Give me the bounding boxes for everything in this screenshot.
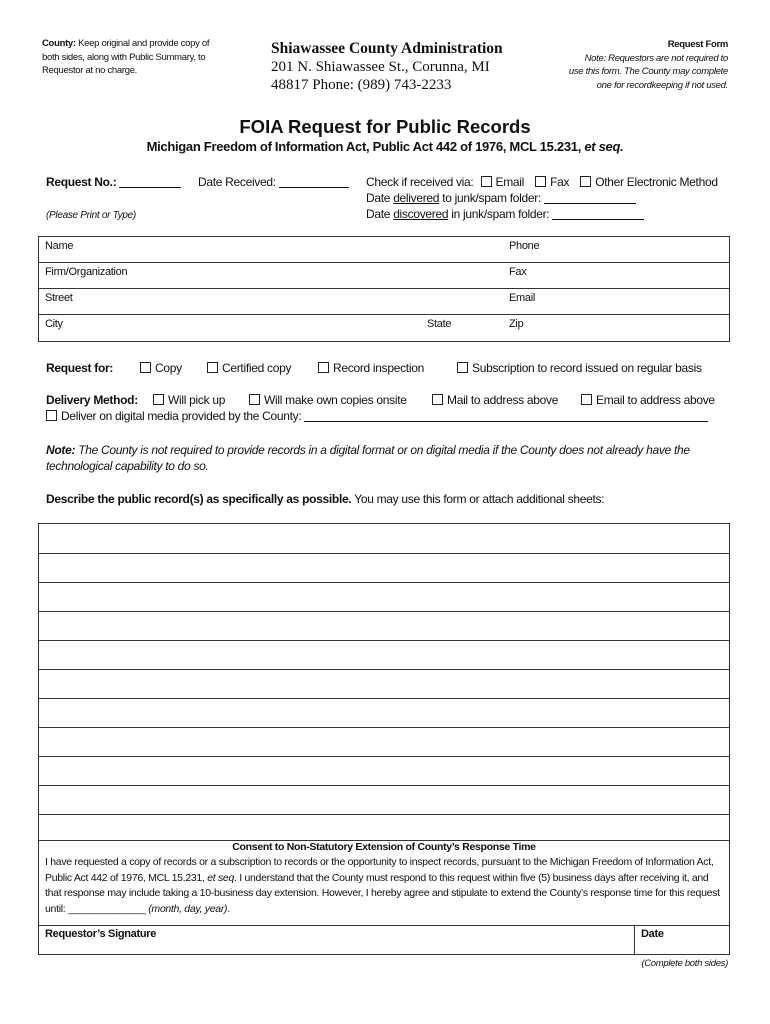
- complete-both-sides-note: (Complete both sides): [641, 958, 728, 969]
- admin-address-block: [271, 40, 531, 94]
- via-other-label: Other Electronic Method: [595, 175, 718, 189]
- digital-media-blank[interactable]: [304, 409, 708, 422]
- pickup-label: Will pick up: [168, 393, 226, 407]
- consent-text-italic: et seq: [207, 871, 234, 884]
- consent-extension-box: [38, 841, 730, 926]
- request-form-note: [568, 38, 728, 92]
- description-line: [39, 640, 729, 641]
- date-delivered-post: to junk/spam folder:: [439, 191, 541, 205]
- consent-text-part1: I have requested a copy of records or a subscription to records or the opportunity to inspect records, pursuant to the Michigan Freedom of Information Act, Public Act 442 of 1976, MCL 15.231,: [45, 856, 714, 884]
- description-line: [39, 582, 729, 583]
- mail-checkbox[interactable]: [432, 394, 443, 405]
- subtitle-main: Michigan Freedom of Information Act, Public Act 442 of 1976, MCL 15.231,: [146, 139, 585, 154]
- inspection-checkbox[interactable]: [318, 362, 329, 373]
- date-discovered-post: in junk/spam folder:: [448, 207, 550, 221]
- certified-label: Certified copy: [222, 361, 292, 375]
- signature-date-label: Date: [641, 928, 664, 940]
- note-label: Note:: [46, 443, 76, 457]
- contact-row-firm[interactable]: [39, 263, 729, 289]
- zip-label: Zip: [509, 318, 524, 330]
- print-note: (Please Print or Type): [46, 210, 136, 221]
- date-delivered-underlined: delivered: [393, 191, 440, 205]
- digital-format-note: [46, 442, 726, 474]
- note-text: The County is not required to provide records in a digital format or on digital media if the County does not already have the technological capability to do so.: [46, 443, 690, 473]
- fax-label: Fax: [509, 266, 527, 278]
- page-subtitle: [0, 139, 770, 154]
- delivery-digital-media-option[interactable]: [46, 409, 708, 423]
- delivery-method-label-text: Delivery Method:: [46, 393, 138, 407]
- description-line: [39, 553, 729, 554]
- request-form-note-text: Note: Requestors are not required to use this form. The County may complete one for recordkeeping if not used.: [568, 52, 728, 91]
- digital-media-label: Deliver on digital media provided by the County:: [61, 409, 302, 423]
- consent-date-blank[interactable]: ______________: [68, 902, 146, 915]
- date-received-label: Date Received:: [198, 175, 276, 189]
- received-via-label: Check if received via:: [366, 175, 474, 189]
- firm-label: Firm/Organization: [45, 266, 128, 278]
- state-label: State: [427, 318, 452, 330]
- request-form-label: Request Form: [667, 39, 728, 50]
- date-discovered-underlined: discovered: [393, 207, 449, 221]
- pickup-checkbox[interactable]: [153, 394, 164, 405]
- subscription-label: Subscription to record issued on regular basis: [472, 361, 702, 375]
- request-for-label: [46, 361, 113, 375]
- date-delivered-blank[interactable]: [544, 191, 636, 204]
- date-discovered-blank[interactable]: [552, 207, 644, 220]
- signature-divider: [634, 926, 635, 954]
- request-subscription-option[interactable]: [457, 361, 702, 375]
- inspection-label: Record inspection: [333, 361, 424, 375]
- record-description-area[interactable]: [38, 523, 730, 841]
- requestor-contact-table: [38, 236, 730, 342]
- county-label: County:: [42, 38, 76, 49]
- email-label: Email: [509, 292, 536, 304]
- signature-field[interactable]: [159, 926, 629, 954]
- request-no-field: [46, 175, 181, 189]
- description-line: [39, 756, 729, 757]
- description-line: [39, 814, 729, 815]
- description-line: [39, 669, 729, 670]
- street-label: Street: [45, 292, 73, 304]
- request-no-blank[interactable]: [119, 175, 181, 188]
- describe-instructions: [46, 492, 604, 506]
- received-via-row: [366, 175, 718, 189]
- delivery-mail-option[interactable]: [432, 393, 558, 407]
- own-copies-label: Will make own copies onsite: [264, 393, 407, 407]
- name-label: Name: [45, 240, 74, 252]
- date-discovered-pre: Date: [366, 207, 394, 221]
- description-line: [39, 698, 729, 699]
- consent-text: [45, 855, 723, 917]
- signature-label: Requestor’s Signature: [45, 928, 157, 940]
- via-email-label: Email: [495, 175, 525, 189]
- consent-text-part2: . I understand that the County must respond to this request within five (5) business days after receiving it, and that response may include taking a 10-business day extension. However, I hereby agree and stipulate to extend the County’s response time for this request until:: [45, 871, 720, 915]
- via-other-checkbox[interactable]: [580, 176, 591, 187]
- admin-phone: 48817 Phone: (989) 743-2233: [271, 77, 452, 93]
- consent-title: Consent to Non-Statutory Extension of County’s Response Time: [232, 841, 536, 853]
- signature-date-field[interactable]: [679, 926, 729, 954]
- contact-row-street[interactable]: [39, 289, 729, 315]
- delivery-pickup-option[interactable]: [153, 393, 225, 407]
- county-instructions: [42, 37, 212, 78]
- signature-row: [38, 925, 730, 955]
- description-line: [39, 785, 729, 786]
- via-fax-checkbox[interactable]: [535, 176, 546, 187]
- describe-bold: Describe the public record(s) as specifically as possible.: [46, 492, 352, 506]
- admin-address: 201 N. Shiawassee St., Corunna, MI: [271, 59, 490, 75]
- page-title: FOIA Request for Public Records: [239, 116, 531, 137]
- admin-name: Shiawassee County Administration: [271, 40, 503, 57]
- consent-end: .: [227, 902, 230, 915]
- request-for-label-text: Request for:: [46, 361, 114, 375]
- request-no-label: Request No.:: [46, 175, 117, 189]
- certified-checkbox[interactable]: [207, 362, 218, 373]
- delivery-method-label: [46, 393, 138, 407]
- request-copy-option[interactable]: [140, 361, 182, 375]
- date-received-field: [198, 175, 349, 189]
- copy-checkbox[interactable]: [140, 362, 151, 373]
- request-certified-option[interactable]: [207, 361, 291, 375]
- via-email-checkbox[interactable]: [481, 176, 492, 187]
- copy-label: Copy: [155, 361, 182, 375]
- date-delivered-pre: Date: [366, 191, 394, 205]
- own-copies-checkbox[interactable]: [249, 394, 260, 405]
- email-delivery-checkbox[interactable]: [581, 394, 592, 405]
- request-inspection-option[interactable]: [318, 361, 424, 375]
- contact-row-city[interactable]: [39, 315, 729, 342]
- subtitle-italic: et seq.: [584, 139, 624, 154]
- description-line: [39, 727, 729, 728]
- via-fax-label: Fax: [550, 175, 570, 189]
- city-label: City: [45, 318, 63, 330]
- phone-label: Phone: [509, 240, 540, 252]
- date-discovered-field: [366, 207, 644, 221]
- delivery-email-option[interactable]: [581, 393, 715, 407]
- date-received-blank[interactable]: [279, 175, 349, 188]
- contact-row-name[interactable]: [39, 237, 729, 263]
- subscription-checkbox[interactable]: [457, 362, 468, 373]
- consent-date-hint: (month, day, year): [148, 902, 228, 915]
- county-instructions-text: Keep original and provide copy of both sides, along with Public Summary, to Requestor at no charge.: [42, 38, 210, 76]
- description-line: [39, 611, 729, 612]
- digital-media-checkbox[interactable]: [46, 410, 57, 421]
- delivery-own-copies-option[interactable]: [249, 393, 407, 407]
- email-delivery-label: Email to address above: [596, 393, 715, 407]
- date-delivered-field: [366, 191, 636, 205]
- describe-rest: You may use this form or attach additional sheets:: [351, 492, 605, 506]
- mail-label: Mail to address above: [447, 393, 559, 407]
